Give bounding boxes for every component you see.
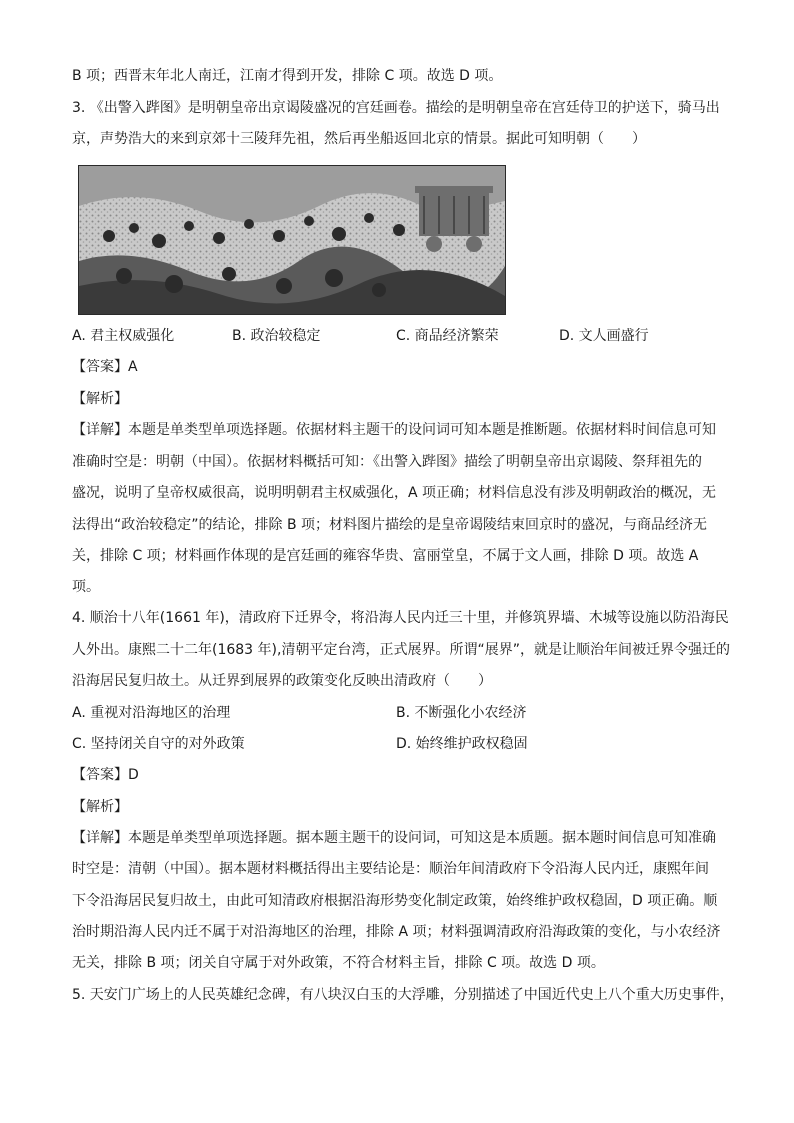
question-4-detail-line-2: 时空是：清朝（中国）。据本题材料概括得出主要结论是：顺治年间清政府下令沿海人民内迁，康熙年间 [72,861,709,877]
painting-image [78,165,506,315]
question-4-stem-line-2: 人外出。康熙二十二年(1683 年),清朝平定台湾，正式展界。所谓“展界”，就是让顺治年间被迁界令强迁的 [72,642,730,658]
question-3-option-d: D. 文人画盛行 [559,328,649,344]
question-4-option-c: C. 坚持闭关自守的对外政策 [72,736,245,752]
question-3-detail-line-5: 关，排除 C 项；材料画作体现的是宫廷画的雍容华贵、富丽堂皇，不属于文人画，排除 D 项。故选 A [72,548,699,564]
question-3-detail-line-6: 项。 [72,579,100,595]
question-3-option-b: B. 政治较稳定 [232,328,321,344]
question-4-detail-line-5: 无关，排除 B 项；闭关自守属于对外政策，不符合材料主旨，排除 C 项。故选 D 项。 [72,955,605,971]
question-3-detail-line-3: 盛况，说明了皇帝权威很高，说明明朝君主权威强化，A 项正确；材料信息没有涉及明朝政治的概况，无 [72,485,717,501]
question-4-option-b: B. 不断强化小农经济 [396,705,527,721]
question-3-detail-line-1: 【详解】本题是单类型单项选择题。依据材料主题干的设问词可知本题是推断题。依据材料时间信息可知 [72,422,716,438]
question-4-stem-line-1: 4. 顺治十八年(1661 年)，清政府下迁界令，将沿海人民内迁三十里，并修筑界墙、木城等设施以防沿海民 [72,610,729,626]
question-4-option-a: A. 重视对沿海地区的治理 [72,705,231,721]
question-3-option-a: A. 君主权威强化 [72,328,175,344]
question-5-stem-line-1: 5. 天安门广场上的人民英雄纪念碑，有八块汉白玉的大浮雕，分别描述了中国近代史上八个重大历史事件， [72,987,734,1003]
question-3-answer: 【答案】A [72,359,138,375]
prev-answer-tail: B 项；西晋末年北人南迁，江南才得到开发，排除 C 项。故选 D 项。 [72,68,503,84]
question-4-answer: 【答案】D [72,767,139,783]
question-4-detail-line-1: 【详解】本题是单类型单项选择题。据本题主题干的设问词，可知这是本质题。据本题时间信息可知准确 [72,830,716,846]
question-4-analysis-heading: 【解析】 [72,799,128,815]
question-4-stem-line-3: 沿海居民复归故土。从迁界到展界的政策变化反映出清政府（ ） [72,673,492,689]
question-3-stem-line-1: 3. 《出警入跸图》是明朝皇帝出京谒陵盛况的宫廷画卷。描绘的是明朝皇帝在宫廷侍卫的护送下，骑马出 [72,100,720,116]
painting-illustration [79,166,505,314]
question-3-detail-line-4: 法得出“政治较稳定”的结论，排除 B 项；材料图片描绘的是皇帝谒陵结束回京时的盛况，与商品经济无 [72,517,708,533]
question-3-option-c: C. 商品经济繁荣 [396,328,499,344]
question-3-analysis-heading: 【解析】 [72,391,128,407]
question-3-stem-line-2: 京，声势浩大的来到京郊十三陵拜先祖，然后再坐船返回北京的情景。据此可知明朝（ ） [72,131,646,147]
question-4-detail-line-4: 治时期沿海人民内迁不属于对沿海地区的治理，排除 A 项；材料强调清政府沿海政策的变化，与小农经济 [72,924,721,940]
question-3-detail-line-2: 准确时空是：明朝（中国）。依据材料概括可知：《出警入跸图》描绘了明朝皇帝出京谒陵、祭拜祖先的 [72,454,702,470]
question-4-option-d: D. 始终维护政权稳固 [396,736,528,752]
question-4-detail-line-3: 下令沿海居民复归故土，由此可知清政府根据沿海形势变化制定政策，始终维护政权稳固，D 项正确。顺 [72,893,718,909]
